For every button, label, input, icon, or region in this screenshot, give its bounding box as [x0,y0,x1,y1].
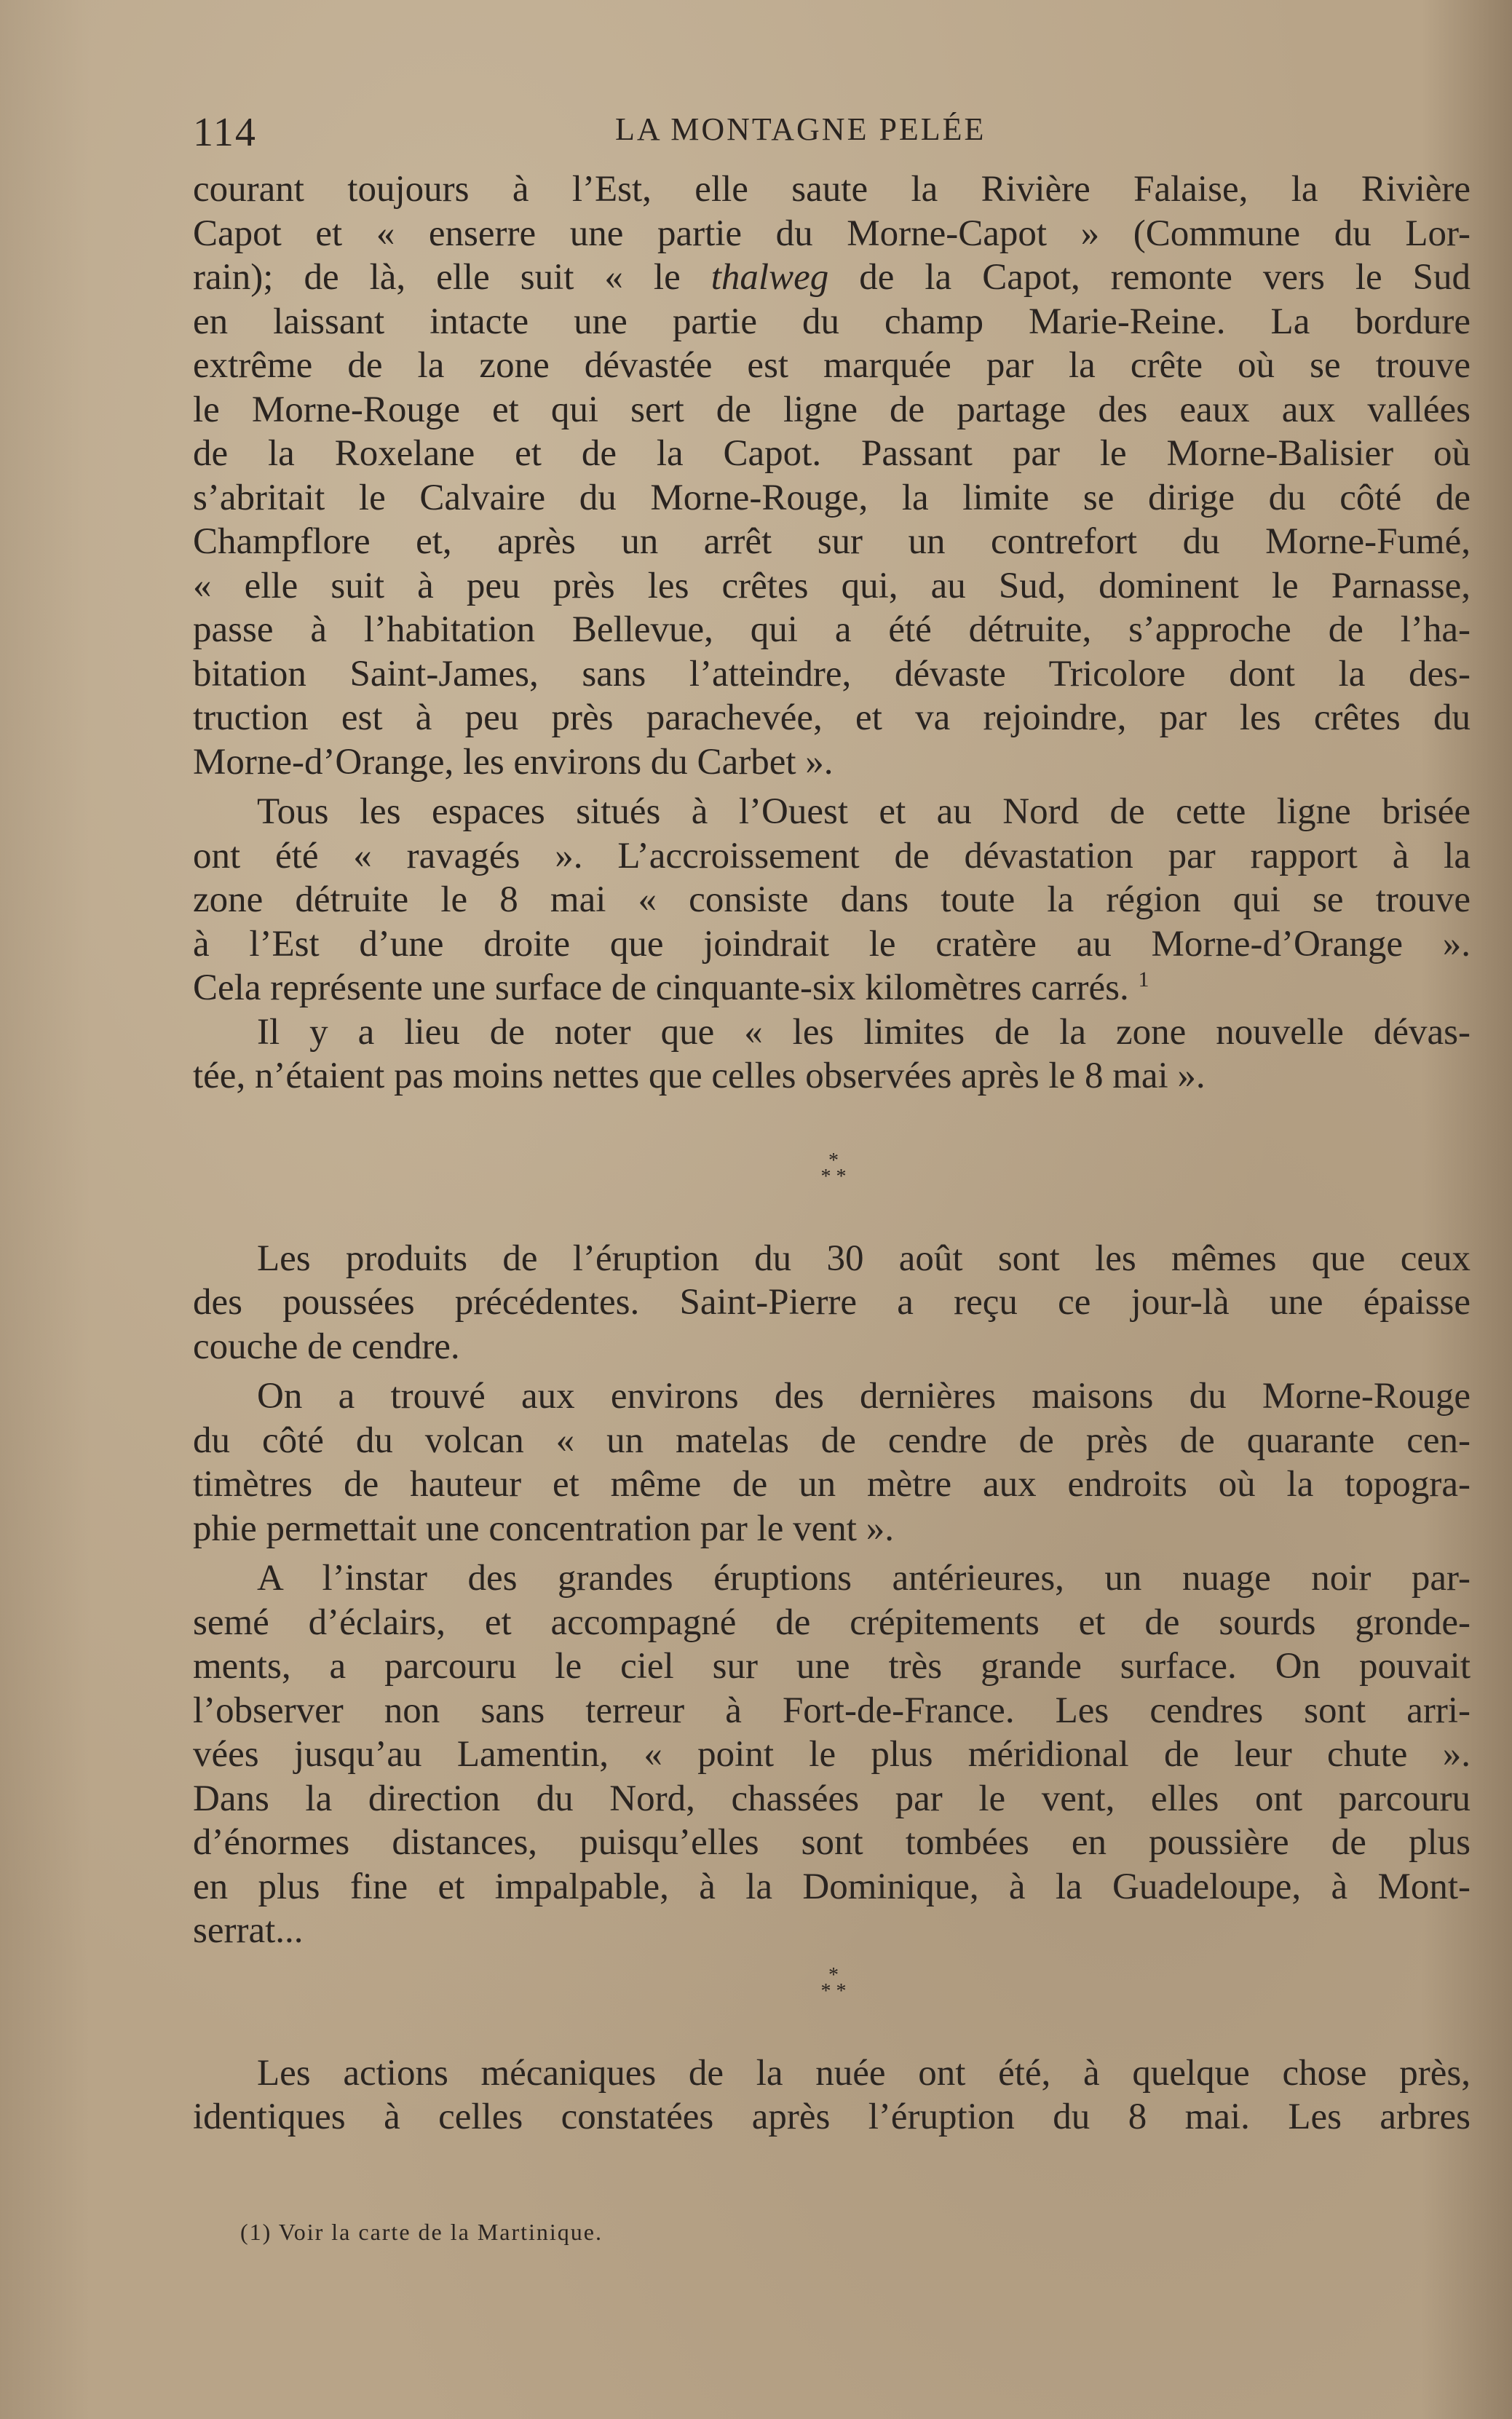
paragraph-4 [193,1237,1471,1369]
asterism-separator [193,1098,1471,1237]
text-line: bitation Saint-James, sans l’atteindre, dévaste Tricolore dont la des- [193,653,1471,694]
line-part: Cela représente une surface de cinquante-six kilomètres carrés. [193,967,1129,1008]
text-line: ont été « ravagés ». L’accroissement de dévastation par rapport à la [193,835,1471,876]
page-header [193,95,1471,167]
text-line: vées jusqu’au Lamentin, « point le plus méridional de leur chute ». [193,1734,1471,1775]
text-line: de la Roxelane et de la Capot. Passant par le Morne-Balisier où [193,433,1471,474]
italic-term: thalweg [711,257,829,298]
text-line: des poussées précédentes. Saint-Pierre a reçu ce jour-là une épaisse [193,1282,1471,1323]
running-title: LA MONTAGNE PELÉE [615,111,986,147]
text-line [193,256,1471,300]
asterism-bottom: * * [820,1165,847,1188]
text-line: zone détruite le 8 mai « consiste dans toute la région qui se trouve [193,879,1471,920]
text-line: Les actions mécaniques de la nuée ont été, à quelque chose près, [257,2052,1471,2094]
text-line: phie permettait une concentration par le vent ». [193,1508,894,1549]
text-line: Tous les espaces situés à l’Ouest et au Nord de cette ligne brisée [257,791,1471,832]
asterism [812,1149,855,1188]
text-line: On a trouvé aux environs des dernières maisons du Morne-Rouge [257,1376,1471,1417]
text-line: ments, a parcouru le ciel sur une très grande surface. On pouvait [193,1646,1471,1687]
text-line: en laissant intacte une partie du champ Marie-Reine. La bordure [193,301,1471,342]
footnote: (1) Voir la carte de la Martinique. [240,2219,603,2245]
text-line [193,966,1471,1010]
text-line: serrat... [193,1910,304,1951]
text-line: l’observer non sans terreur à Fort-de-France. Les cendres sont arri- [193,1690,1471,1731]
paragraph-2 [193,790,1471,1010]
paragraph-6 [193,1556,1471,1953]
footnote-reference: 1 [1138,967,1149,991]
asterism-top: * [828,1963,839,1987]
text-line: timètres de hauteur et même de un mètre aux endroits où la topogra- [193,1464,1471,1505]
text-line: identiques à celles constatées après l’éruption du 8 mai. Les arbres [193,2097,1471,2137]
text-line: truction est à peu près parachevée, et va rejoindre, par les crêtes du [193,697,1471,738]
line-part: de la Capot, remonte vers le Sud [828,257,1471,298]
text-line: semé d’éclairs, et accompagné de crépitements et de sourds gronde- [193,1602,1471,1643]
paragraph-5 [193,1374,1471,1551]
paragraph-7 [193,2051,1471,2139]
text-line: extrême de la zone dévastée est marquée par la crête où se trouve [193,345,1471,386]
paragraph-3 [193,1010,1471,1098]
asterism [812,1963,855,2003]
line-part: rain); de là, elle suit « le [193,257,711,298]
text-line: en plus fine et impalpable, à la Dominique, à la Guadeloupe, à Mont- [193,1866,1471,1907]
text-line: « elle suit à peu près les crêtes qui, au Sud, dominent le Parnasse, [193,565,1471,606]
text-line: Les produits de l’éruption du 30 août sont les mêmes que ceux [257,1238,1471,1279]
text-line: Il y a lieu de noter que « les limites de la zone nouvelle dévas- [257,1011,1471,1053]
page-number: 114 [193,110,257,155]
text-line: d’énormes distances, puisqu’elles sont tombées en poussière de plus [193,1822,1471,1863]
text-line: passe à l’habitation Bellevue, qui a été détruite, s’approche de l’ha- [193,609,1471,650]
text-line: couche de cendre. [193,1326,460,1367]
text-line: A l’instar des grandes éruptions antérieures, un nuage noir par- [257,1558,1471,1599]
asterism-separator [193,1953,1471,2051]
asterism-bottom: * * [820,1979,847,2003]
text-line: courant toujours à l’Est, elle saute la Rivière Falaise, la Rivière [193,169,1471,210]
text-line: Capot et « enserre une partie du Morne-Capot » (Commune du Lor- [193,213,1471,254]
text-line: à l’Est d’une droite que joindrait le cratère au Morne-d’Orange ». [193,923,1471,965]
text-line: s’abritait le Calvaire du Morne-Rouge, la limite se dirige du côté de [193,477,1471,518]
asterism-top: * [828,1149,839,1172]
text-line: Champflore et, après un arrêt sur un contrefort du Morne-Fumé, [193,521,1471,562]
text-line: Dans la direction du Nord, chassées par le vent, elles ont parcouru [193,1778,1471,1819]
text-line: tée, n’étaient pas moins nettes que celles observées après le 8 mai ». [193,1056,1206,1096]
book-page [193,95,1471,2139]
paragraph-1 [193,167,1471,784]
text-line: Morne-d’Orange, les environs du Carbet ». [193,741,834,783]
text-line: le Morne-Rouge et qui sert de ligne de partage des eaux aux vallées [193,389,1471,430]
text-line: du côté du volcan « un matelas de cendre de près de quarante cen- [193,1420,1471,1461]
